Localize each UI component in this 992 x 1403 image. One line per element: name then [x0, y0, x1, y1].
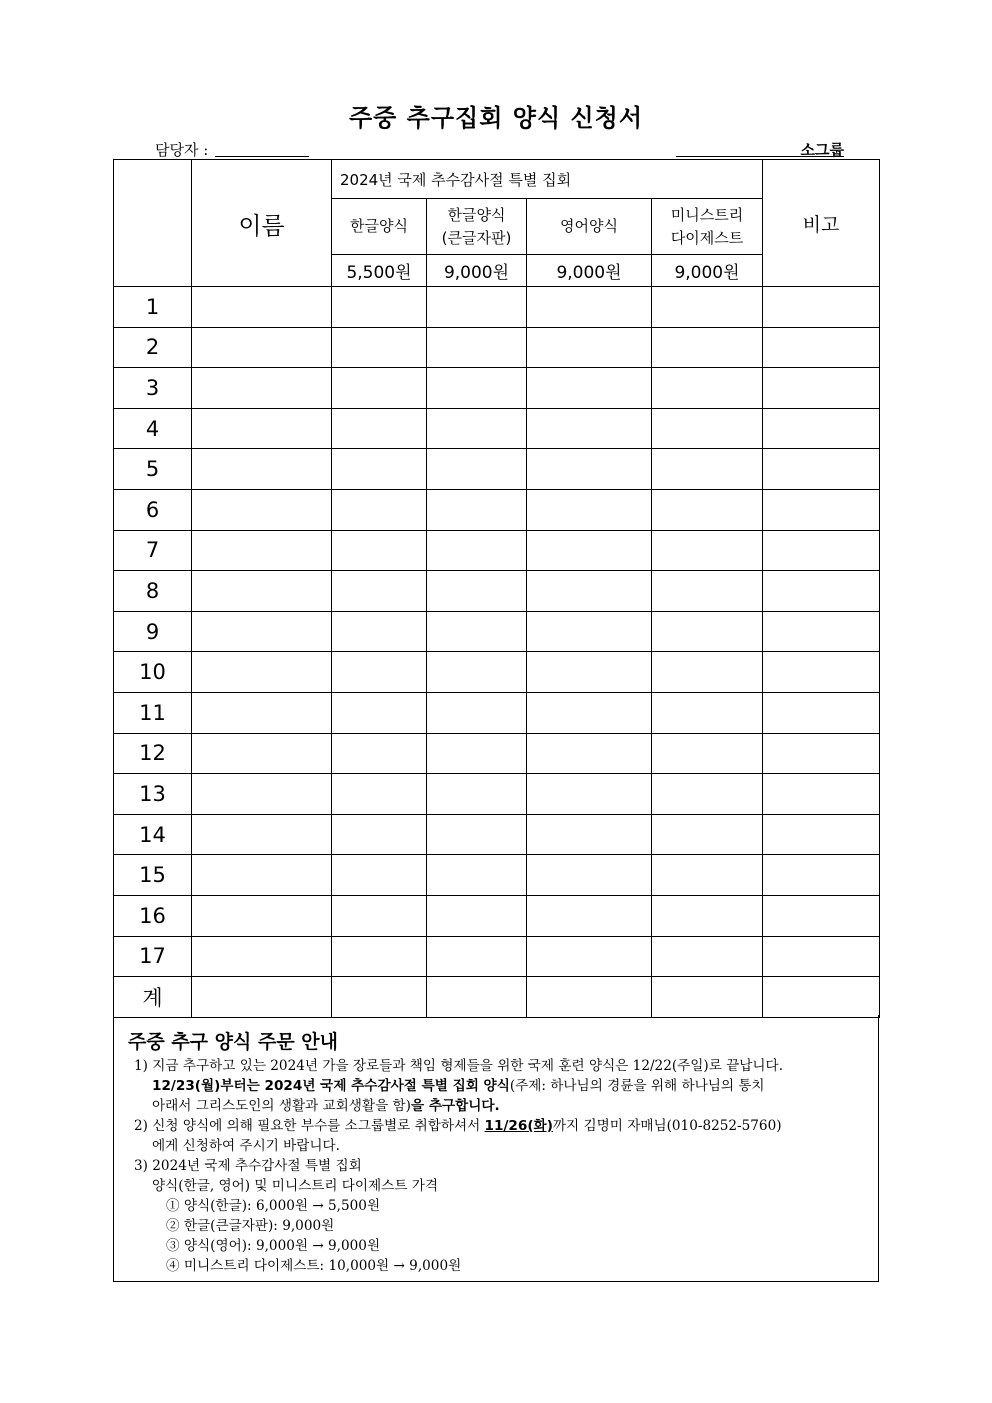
row-number-header	[114, 160, 192, 287]
price-item-4: ④ 미니스트리 다이제스트: 10,000원 → 9,000원	[166, 1258, 462, 1274]
table-row	[114, 368, 880, 409]
price-korean: 5,500원	[332, 255, 427, 287]
qty-korean-large-cell[interactable]	[427, 774, 527, 815]
qty-english-cell[interactable]	[527, 977, 652, 1018]
notice-title: 주중 추구 양식 주문 안내	[128, 1031, 338, 1053]
remark-cell[interactable]	[763, 855, 880, 896]
row-number: 15	[114, 855, 192, 896]
table-row	[114, 895, 880, 936]
qty-ministry-digest-cell[interactable]	[652, 449, 763, 490]
form-header-korean-large: 한글양식 (큰글자판)	[427, 199, 527, 255]
remark-cell[interactable]	[763, 814, 880, 855]
qty-ministry-digest-cell[interactable]	[652, 692, 763, 733]
qty-korean-large-cell[interactable]	[427, 449, 527, 490]
qty-korean-large-cell[interactable]	[427, 530, 527, 571]
qty-korean-cell[interactable]	[332, 571, 427, 612]
qty-korean-large-cell[interactable]	[427, 814, 527, 855]
qty-english-cell[interactable]	[527, 368, 652, 409]
table-row	[114, 449, 880, 490]
remark-cell[interactable]	[763, 611, 880, 652]
row-number: 8	[114, 571, 192, 612]
qty-korean-cell[interactable]	[332, 895, 427, 936]
notice-item-3-line2: 양식(한글, 영어) 및 미니스트리 다이제스트 가격	[152, 1178, 439, 1194]
qty-ministry-digest-cell[interactable]	[652, 936, 763, 977]
qty-english-cell[interactable]	[527, 936, 652, 977]
table-row	[114, 855, 880, 896]
qty-english-cell[interactable]	[527, 408, 652, 449]
remark-cell[interactable]	[763, 408, 880, 449]
name-cell[interactable]	[192, 287, 332, 328]
row-number: 5	[114, 449, 192, 490]
remark-header: 비고	[763, 160, 880, 287]
name-header: 이름	[192, 160, 332, 287]
remark-cell[interactable]	[763, 977, 880, 1018]
name-cell[interactable]	[192, 489, 332, 530]
qty-korean-cell[interactable]	[332, 530, 427, 571]
qty-korean-cell[interactable]	[332, 936, 427, 977]
qty-korean-large-cell[interactable]	[427, 611, 527, 652]
qty-english-cell[interactable]	[527, 571, 652, 612]
row-number: 1	[114, 287, 192, 328]
qty-ministry-digest-cell[interactable]	[652, 287, 763, 328]
row-number: 7	[114, 530, 192, 571]
qty-korean-cell[interactable]	[332, 733, 427, 774]
qty-english-cell[interactable]	[527, 489, 652, 530]
qty-english-cell[interactable]	[527, 814, 652, 855]
row-number: 2	[114, 327, 192, 368]
qty-ministry-digest-cell[interactable]	[652, 611, 763, 652]
deadline-date: 11/26(화)	[484, 1118, 553, 1134]
remark-cell[interactable]	[763, 733, 880, 774]
table-row	[114, 287, 880, 328]
qty-korean-large-cell[interactable]	[427, 936, 527, 977]
remark-cell[interactable]	[763, 652, 880, 693]
table-row	[114, 692, 880, 733]
name-cell[interactable]	[192, 733, 332, 774]
notice-item-1-line3: 아래서 그리스도인의 생활과 교회생활을 함)을 추구합니다.	[152, 1098, 500, 1114]
qty-korean-large-cell[interactable]	[427, 977, 527, 1018]
qty-english-cell[interactable]	[527, 774, 652, 815]
qty-korean-large-cell[interactable]	[427, 733, 527, 774]
remark-cell[interactable]	[763, 368, 880, 409]
group-label: 소그룹	[800, 141, 844, 159]
qty-korean-large-cell[interactable]	[427, 327, 527, 368]
table-row	[114, 530, 880, 571]
name-cell[interactable]	[192, 814, 332, 855]
qty-ministry-digest-cell[interactable]	[652, 489, 763, 530]
table-row	[114, 733, 880, 774]
table-row	[114, 327, 880, 368]
name-cell[interactable]	[192, 611, 332, 652]
table-row	[114, 936, 880, 977]
name-cell[interactable]	[192, 895, 332, 936]
page-title: 주중 추구집회 양식 신청서	[348, 104, 644, 132]
qty-korean-cell[interactable]	[332, 489, 427, 530]
name-cell[interactable]	[192, 936, 332, 977]
price-item-2: ② 한글(큰글자판): 9,000원	[166, 1218, 335, 1234]
qty-ministry-digest-cell[interactable]	[652, 895, 763, 936]
order-table	[113, 159, 880, 1018]
remark-cell[interactable]	[763, 327, 880, 368]
qty-korean-large-cell[interactable]	[427, 895, 527, 936]
row-number: 6	[114, 489, 192, 530]
row-number: 3	[114, 368, 192, 409]
name-cell[interactable]	[192, 449, 332, 490]
qty-korean-cell[interactable]	[332, 408, 427, 449]
name-cell[interactable]	[192, 774, 332, 815]
remark-cell[interactable]	[763, 530, 880, 571]
table-row	[114, 408, 880, 449]
qty-ministry-digest-cell[interactable]	[652, 368, 763, 409]
qty-english-cell[interactable]	[527, 530, 652, 571]
table-row	[114, 977, 880, 1018]
qty-korean-large-cell[interactable]	[427, 571, 527, 612]
price-item-3: ③ 양식(영어): 9,000원 → 9,000원	[166, 1238, 381, 1254]
notice-body	[134, 1056, 864, 1276]
remark-cell[interactable]	[763, 449, 880, 490]
row-number: 16	[114, 895, 192, 936]
remark-cell[interactable]	[763, 489, 880, 530]
qty-english-cell[interactable]	[527, 855, 652, 896]
qty-english-cell[interactable]	[527, 611, 652, 652]
event-header: 2024년 국제 추수감사절 특별 집회	[332, 160, 763, 199]
row-number: 11	[114, 692, 192, 733]
qty-korean-cell[interactable]	[332, 327, 427, 368]
qty-korean-cell[interactable]	[332, 652, 427, 693]
qty-ministry-digest-cell[interactable]	[652, 327, 763, 368]
notice-item-2-line2: 에게 신청하여 주시기 바랍니다.	[152, 1138, 340, 1154]
remark-cell[interactable]	[763, 936, 880, 977]
qty-ministry-digest-cell[interactable]	[652, 408, 763, 449]
row-number: 14	[114, 814, 192, 855]
remark-cell[interactable]	[763, 571, 880, 612]
table-row	[114, 652, 880, 693]
name-cell[interactable]	[192, 571, 332, 612]
manager-input-line[interactable]	[215, 156, 309, 157]
qty-ministry-digest-cell[interactable]	[652, 814, 763, 855]
qty-ministry-digest-cell[interactable]	[652, 774, 763, 815]
row-number: 12	[114, 733, 192, 774]
table-row	[114, 489, 880, 530]
qty-korean-cell[interactable]	[332, 287, 427, 328]
row-number: 4	[114, 408, 192, 449]
qty-korean-large-cell[interactable]	[427, 408, 527, 449]
price-english: 9,000원	[527, 255, 652, 287]
notice-item-2: 2) 신청 양식에 의해 필요한 부수를 소그룹별로 취합하셔서 11/26(화)까지 김명미 자매님(010-8252-5760)	[134, 1118, 782, 1134]
form-header-english: 영어양식	[527, 199, 652, 255]
name-cell[interactable]	[192, 977, 332, 1018]
remark-cell[interactable]	[763, 692, 880, 733]
name-cell[interactable]	[192, 855, 332, 896]
form-header-ministry-digest: 미니스트리 다이제스트	[652, 199, 763, 255]
qty-english-cell[interactable]	[527, 895, 652, 936]
remark-cell[interactable]	[763, 287, 880, 328]
table-row	[114, 814, 880, 855]
qty-korean-cell[interactable]	[332, 814, 427, 855]
qty-english-cell[interactable]	[527, 287, 652, 328]
qty-korean-cell[interactable]	[332, 368, 427, 409]
remark-cell[interactable]	[763, 895, 880, 936]
price-item-1: ① 양식(한글): 6,000원 → 5,500원	[166, 1198, 381, 1214]
row-number: 17	[114, 936, 192, 977]
row-number: 계	[114, 977, 192, 1018]
row-number: 10	[114, 652, 192, 693]
qty-english-cell[interactable]	[527, 733, 652, 774]
qty-ministry-digest-cell[interactable]	[652, 571, 763, 612]
qty-korean-large-cell[interactable]	[427, 287, 527, 328]
qty-korean-cell[interactable]	[332, 449, 427, 490]
name-cell[interactable]	[192, 530, 332, 571]
name-cell[interactable]	[192, 652, 332, 693]
qty-english-cell[interactable]	[527, 449, 652, 490]
qty-ministry-digest-cell[interactable]	[652, 530, 763, 571]
name-cell[interactable]	[192, 408, 332, 449]
qty-korean-large-cell[interactable]	[427, 652, 527, 693]
qty-korean-large-cell[interactable]	[427, 855, 527, 896]
qty-korean-large-cell[interactable]	[427, 692, 527, 733]
qty-korean-cell[interactable]	[332, 977, 427, 1018]
qty-ministry-digest-cell[interactable]	[652, 977, 763, 1018]
name-cell[interactable]	[192, 692, 332, 733]
qty-korean-cell[interactable]	[332, 692, 427, 733]
form-header-korean: 한글양식	[332, 199, 427, 255]
qty-ministry-digest-cell[interactable]	[652, 733, 763, 774]
name-cell[interactable]	[192, 368, 332, 409]
qty-korean-cell[interactable]	[332, 855, 427, 896]
qty-ministry-digest-cell[interactable]	[652, 652, 763, 693]
row-number: 9	[114, 611, 192, 652]
name-cell[interactable]	[192, 327, 332, 368]
table-row	[114, 774, 880, 815]
qty-english-cell[interactable]	[527, 692, 652, 733]
qty-korean-large-cell[interactable]	[427, 489, 527, 530]
qty-korean-cell[interactable]	[332, 611, 427, 652]
table-row	[114, 611, 880, 652]
price-korean-large: 9,000원	[427, 255, 527, 287]
notice-item-1: 1) 지금 추구하고 있는 2024년 가을 장로들과 책임 형제들을 위한 국제 훈련 양식은 12/22(주일)로 끝납니다.	[134, 1058, 784, 1074]
row-number: 13	[114, 774, 192, 815]
qty-korean-large-cell[interactable]	[427, 368, 527, 409]
qty-english-cell[interactable]	[527, 652, 652, 693]
table-row	[114, 571, 880, 612]
notice-box	[113, 1015, 879, 1282]
manager-label: 담당자 :	[155, 141, 209, 159]
notice-item-3: 3) 2024년 국제 추수감사절 특별 집회	[134, 1158, 362, 1174]
remark-cell[interactable]	[763, 774, 880, 815]
qty-english-cell[interactable]	[527, 327, 652, 368]
notice-item-1-line2: 12/23(월)부터는 2024년 국제 추수감사절 특별 집회 양식(주제: 하나님의 경륜을 위해 하나님의 통치	[152, 1078, 765, 1094]
qty-ministry-digest-cell[interactable]	[652, 855, 763, 896]
price-ministry-digest: 9,000원	[652, 255, 763, 287]
qty-korean-cell[interactable]	[332, 774, 427, 815]
